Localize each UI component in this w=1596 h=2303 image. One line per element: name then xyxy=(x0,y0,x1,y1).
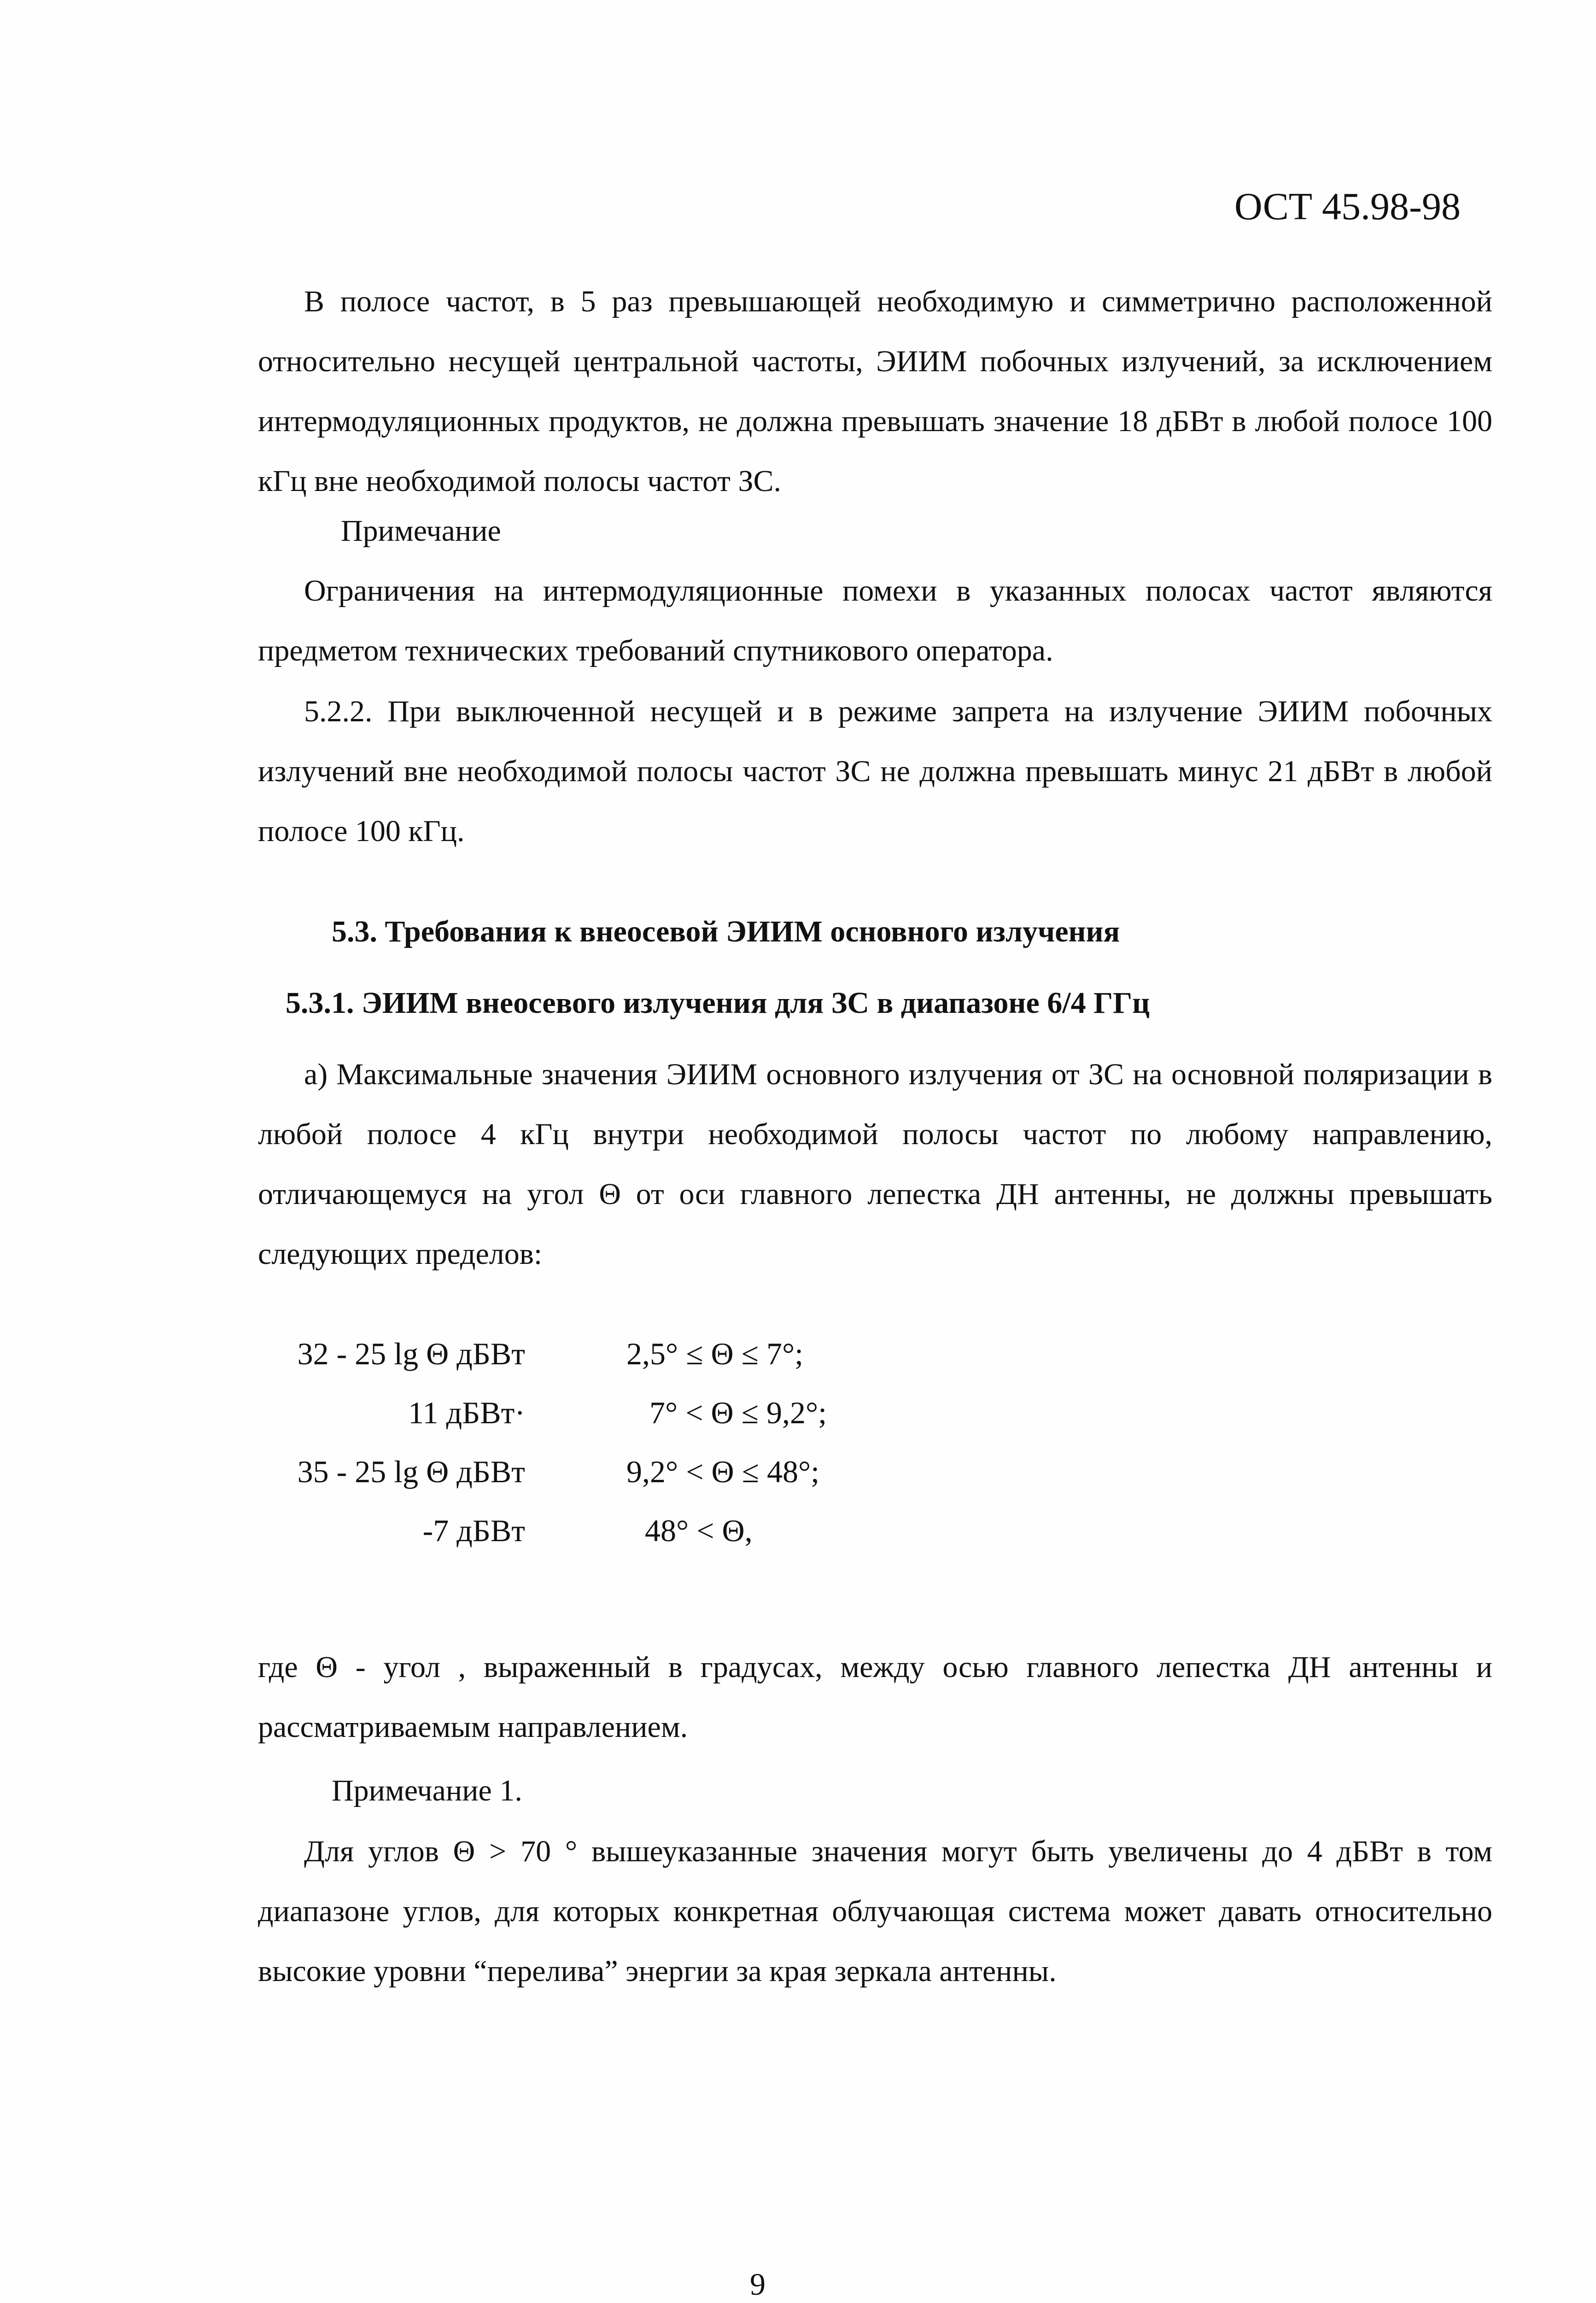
paragraph-spurious-emission: В полосе частот, в 5 раз превышающей необходимую и симметрично расположенной относительно несущей центральной частоты, ЭИИМ побочных излучений, за исключением интермодуляционных продуктов, не должна превышать значение 18 дБВт в любой полосе 100 кГц вне необходимой полосы частот ЗС. xyxy=(258,285,1492,498)
formula-condition: 48° < Θ, xyxy=(645,1513,753,1548)
formula-value: 11 дБВт· xyxy=(408,1395,525,1430)
note-title: Примечание xyxy=(341,514,501,548)
note-1-text: Для углов Θ > 70 ° вышеуказанные значения могут быть увеличены до 4 дБВт в том диапазоне углов, для которых конкретная облучающая система может давать относительно высокие уровни “перелива” энергии за края зеркала антенны. xyxy=(258,1835,1492,1988)
formula-value: 35 - 25 lg Θ дБВт xyxy=(297,1454,525,1489)
page-number: 9 xyxy=(750,2267,766,2302)
paragraph-5-2-2: 5.2.2. При выключенной несущей и в режиме запрета на излучение ЭИИМ побочных излучений вне необходимой полосы частот ЗС не должна превышать минус 21 дБВт в любой полосе 100 кГц. xyxy=(258,695,1492,848)
section-heading-5-3: 5.3. Требования к внеосевой ЭИИМ основного излучения xyxy=(332,915,1120,948)
section-heading-5-3-1: 5.3.1. ЭИИМ внеосевого излучения для ЗС в диапазоне 6/4 ГГц xyxy=(286,986,1150,1020)
formula-condition: 7° < Θ ≤ 9,2°; xyxy=(649,1395,827,1430)
note-text: Ограничения на интермодуляционные помехи в указанных полосах частот являются предметом технических требований спутникового оператора. xyxy=(258,574,1492,667)
formula-condition: 9,2° < Θ ≤ 48°; xyxy=(626,1454,820,1489)
formula-row xyxy=(350,1395,995,1454)
document-code: ОСТ 45.98-98 xyxy=(1234,185,1461,228)
paragraph-where: где Θ - угол , выраженный в градусах, между осью главного лепестка ДН антенны и рассматриваемым направлением. xyxy=(258,1650,1492,1744)
limits-formula-block xyxy=(297,1336,995,1572)
formula-row xyxy=(297,1336,995,1395)
paragraph-a: а) Максимальные значения ЭИИМ основного излучения от ЗС на основной поляризации в любой полосе 4 кГц внутри необходимой полосы частот по любому направлению, отличающемуся на угол Θ от оси главного лепестка ДН антенны, не должны превышать следующих пределов: xyxy=(258,1058,1492,1271)
formula-condition: 2,5° ≤ Θ ≤ 7°; xyxy=(626,1336,804,1371)
note-1-title: Примечание 1. xyxy=(332,1774,522,1807)
formula-value: -7 дБВт xyxy=(422,1513,525,1548)
formula-row xyxy=(350,1513,995,1572)
formula-row xyxy=(297,1454,995,1513)
formula-value: 32 - 25 lg Θ дБВт xyxy=(297,1336,525,1371)
